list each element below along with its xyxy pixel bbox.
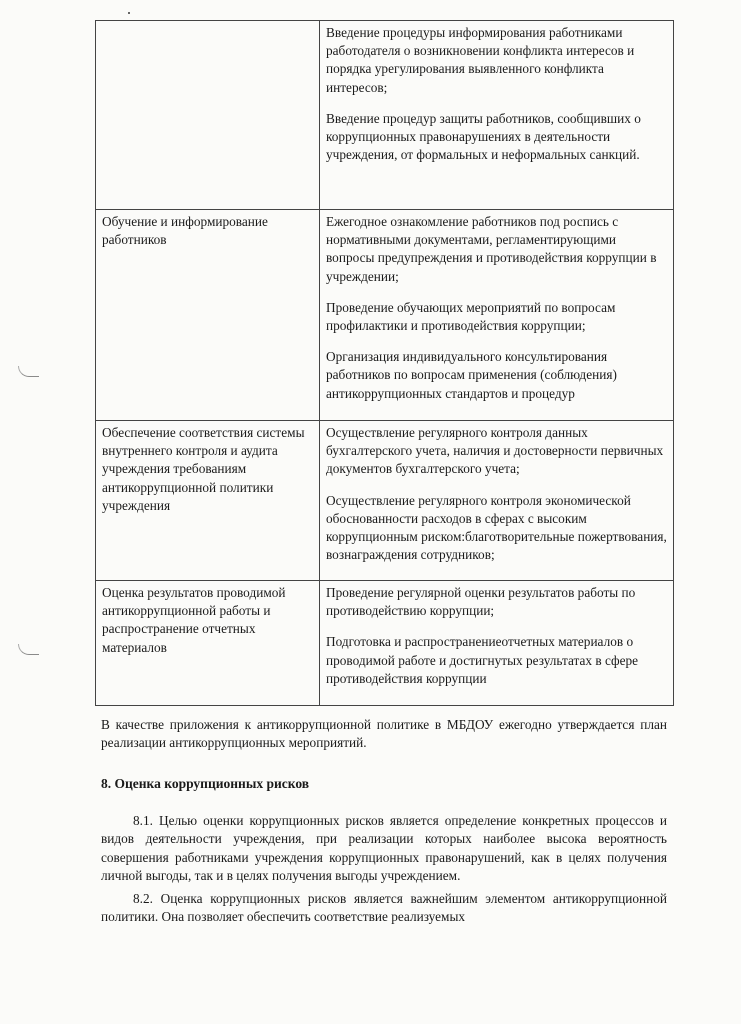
measures-cell [320, 21, 674, 210]
section-heading: 8. Оценка коррупционных рисков [101, 776, 310, 791]
scan-speck [128, 12, 130, 14]
measure-item: Организация индивидуального консультирования работников по вопросам применения (соблюдения) антикоррупционных стандартов и процедур [326, 349, 617, 401]
measures-cell [320, 421, 674, 581]
punch-hole-mark [18, 644, 39, 655]
measure-area-cell: Оценка результатов проводимой антикоррупционной работы и распространение отчетных материалов [96, 581, 320, 706]
table-row [96, 421, 674, 581]
measure-item: Ежегодное ознакомление работников под роспись с нормативными документами, регламентирующими вопросы предупреждения и противодействия коррупции в учреждении; [326, 214, 657, 284]
measure-item: Проведение регулярной оценки результатов работы по противодействию коррупции; [326, 585, 636, 619]
measure-item: Введение процедуры информирования работниками работодателя о возникновении конфликта интересов и порядка урегулирования выявленного конфликта интересов; [326, 25, 635, 95]
measure-item: Осуществление регулярного контроля экономической обоснованности расходов в сферах с высоким коррупционным риском:благотворительные пожертвования, вознаграждения сотрудников; [326, 492, 667, 563]
annual-plan-paragraph: В качестве приложения к антикоррупционной политике в МБДОУ ежегодно утверждается план реализации антикоррупционных мероприятий. [101, 717, 667, 751]
measure-item: Осуществление регулярного контроля данных бухгалтерского учета, наличия и достоверности первичных документов бухгалтерского учета; [326, 425, 664, 477]
measure-item: Введение процедур защиты работников, сообщивших о коррупционных правонарушениях в деятельности учреждения, от формальных и неформальных санкций. [326, 110, 641, 163]
measure-item: Подготовка и распространениеотчетных материалов о проводимой работе и достигнутых результатах в сфере противодействия коррупции [326, 634, 639, 686]
table-row [96, 581, 674, 706]
measure-item: Проведение обучающих мероприятий по вопросам профилактики и противодействия коррупции; [326, 299, 616, 334]
table-row [96, 210, 674, 421]
measure-area-cell [96, 21, 320, 210]
measures-table [95, 20, 674, 706]
measure-area-cell: Обеспечение соответствия системы внутреннего контроля и аудита учреждения требованиям антикоррупционной политики учреждения [96, 421, 320, 581]
punch-hole-mark [18, 366, 39, 377]
measure-area-cell: Обучение и информирование работников [96, 210, 320, 421]
table-row [96, 21, 674, 210]
measures-cell [320, 210, 674, 421]
paragraph-8-1: 8.1. Целью оценки коррупционных рисков является определение конкретных процессов и видов деятельности учреждения, при реализации которых наиболее высока вероятность совершения работниками учреждения коррупционных правонарушений, как в целях получения личной выгоды, так и в целях получения выгоды учреждением. [101, 813, 667, 884]
measures-cell [320, 581, 674, 706]
paragraph-8-2: 8.2. Оценка коррупционных рисков является важнейшим элементом антикоррупционной политики. Она позволяет обеспечить соответствие реализуемых [101, 891, 667, 925]
